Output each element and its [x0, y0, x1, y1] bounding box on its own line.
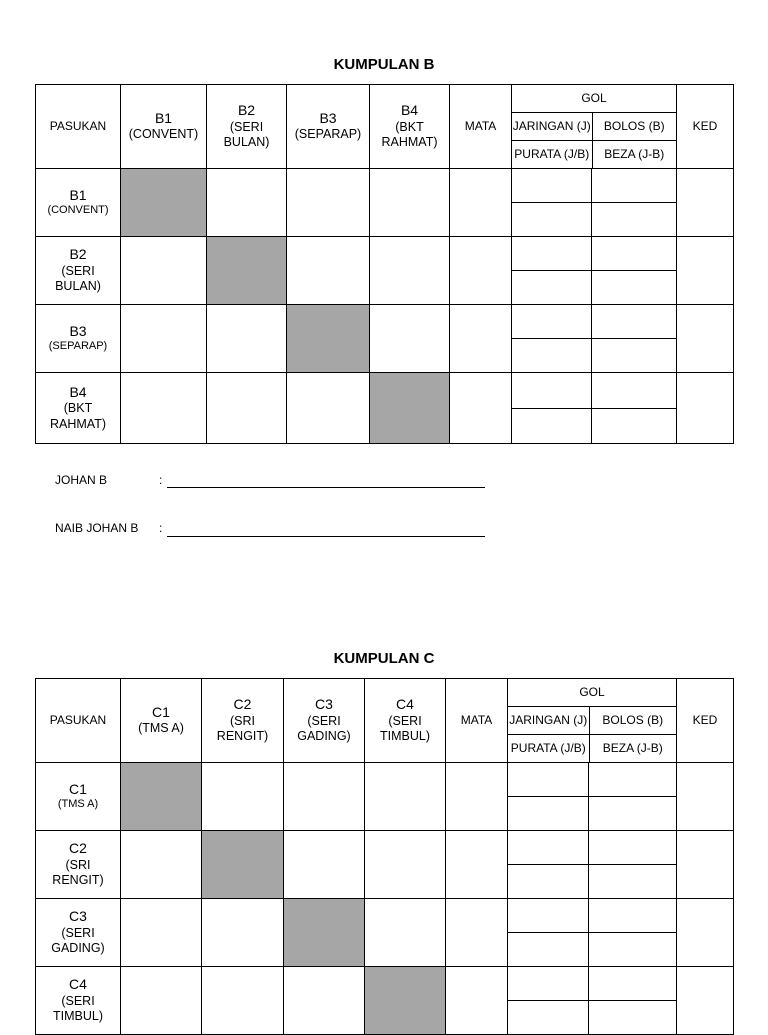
- diagonal-shaded-cell: [121, 763, 202, 831]
- diagonal-shaded-cell: [121, 169, 207, 237]
- table-row: [36, 967, 734, 1001]
- ked-cell[interactable]: [677, 899, 734, 967]
- diagonal-shaded-cell: [284, 899, 365, 967]
- bolos-cell[interactable]: [589, 967, 677, 1001]
- score-cell[interactable]: [284, 763, 365, 831]
- jaringan-cell[interactable]: [508, 899, 589, 933]
- bolos-cell[interactable]: [592, 373, 677, 409]
- purata-cell[interactable]: [508, 933, 589, 967]
- johan-colon: :: [159, 473, 163, 487]
- table-row: [36, 237, 734, 271]
- purata-cell[interactable]: [508, 1001, 589, 1035]
- johan-line[interactable]: [167, 487, 485, 488]
- score-cell[interactable]: [202, 967, 284, 1035]
- header-pasukan: PASUKAN: [36, 679, 121, 763]
- score-cell[interactable]: [121, 831, 202, 899]
- score-cell[interactable]: [207, 169, 287, 237]
- beza-cell[interactable]: [592, 409, 677, 444]
- header-pasukan: PASUKAN: [36, 85, 121, 169]
- header-team-b1: B1 (CONVENT): [121, 85, 207, 169]
- score-cell[interactable]: [370, 237, 450, 305]
- gol-subheader: [508, 707, 677, 763]
- header-team-c4: C4 (SERI TIMBUL): [365, 679, 446, 763]
- score-cell[interactable]: [207, 305, 287, 373]
- beza-cell[interactable]: [592, 203, 677, 237]
- score-cell[interactable]: [202, 899, 284, 967]
- bolos-cell[interactable]: [592, 305, 677, 339]
- ked-cell[interactable]: [677, 763, 734, 831]
- score-cell[interactable]: [287, 237, 370, 305]
- bolos-cell[interactable]: [592, 237, 677, 271]
- score-cell[interactable]: [287, 373, 370, 444]
- jaringan-cell[interactable]: [512, 237, 592, 271]
- ked-cell[interactable]: [677, 237, 734, 305]
- mata-cell[interactable]: [450, 237, 512, 305]
- diagonal-shaded-cell: [287, 305, 370, 373]
- ked-cell[interactable]: [677, 169, 734, 237]
- score-cell[interactable]: [202, 763, 284, 831]
- group-c-title: KUMPULAN C: [333, 650, 435, 667]
- header-purata: PURATA (J/B): [512, 141, 592, 169]
- header-mata: MATA: [446, 679, 508, 763]
- header-bolos: BOLOS (B): [592, 113, 676, 141]
- header-beza: BEZA (J-B): [604, 147, 665, 161]
- row-label-c3: C3 (SERI GADING): [36, 899, 121, 967]
- score-cell[interactable]: [370, 169, 450, 237]
- score-cell[interactable]: [365, 763, 446, 831]
- header-beza: BEZA (J-B): [602, 741, 663, 755]
- score-cell[interactable]: [365, 899, 446, 967]
- score-cell[interactable]: [284, 967, 365, 1035]
- jaringan-cell[interactable]: [512, 305, 592, 339]
- jaringan-cell[interactable]: [512, 373, 592, 409]
- group-c-table: [35, 678, 734, 1035]
- header-jaringan: JARINGAN (J): [508, 707, 589, 735]
- score-cell[interactable]: [121, 967, 202, 1035]
- row-label-b1: B1 (CONVENT): [36, 169, 121, 237]
- johan-label: JOHAN B: [55, 473, 108, 487]
- ked-cell[interactable]: [677, 373, 734, 444]
- group-b-table: [35, 84, 734, 444]
- ked-cell[interactable]: [677, 967, 734, 1035]
- group-b-title: KUMPULAN B: [333, 56, 435, 73]
- mata-cell[interactable]: [450, 373, 512, 444]
- header-team-b3: B3 (SEPARAP): [287, 85, 370, 169]
- beza-cell[interactable]: [589, 797, 677, 831]
- mata-cell[interactable]: [450, 169, 512, 237]
- header-ked: KED: [677, 85, 734, 169]
- bolos-cell[interactable]: [589, 831, 677, 865]
- score-cell[interactable]: [284, 831, 365, 899]
- bolos-cell[interactable]: [592, 169, 677, 203]
- purata-cell[interactable]: [512, 271, 592, 305]
- gol-subheader: [512, 113, 677, 169]
- header-jaringan: JARINGAN (J): [512, 113, 592, 141]
- diagonal-shaded-cell: [370, 373, 450, 444]
- header-bolos: BOLOS (B): [589, 707, 676, 735]
- ked-cell[interactable]: [677, 831, 734, 899]
- beza-cell[interactable]: [589, 865, 677, 899]
- score-cell[interactable]: [207, 373, 287, 444]
- header-team-c1: C1 (TMS A): [121, 679, 202, 763]
- row-label-b2: B2 (SERI BULAN): [36, 237, 121, 305]
- row-label-c1: C1 (TMS A): [36, 763, 121, 831]
- naib-johan-label: NAIB JOHAN B: [55, 521, 139, 535]
- mata-cell[interactable]: [446, 831, 508, 899]
- beza-cell[interactable]: [592, 271, 677, 305]
- score-cell[interactable]: [370, 305, 450, 373]
- diagonal-shaded-cell: [202, 831, 284, 899]
- diagonal-shaded-cell: [365, 967, 446, 1035]
- mata-cell[interactable]: [446, 763, 508, 831]
- row-label-c4: C4 (SERI TIMBUL): [36, 967, 121, 1035]
- table-row: [36, 305, 734, 339]
- ked-cell[interactable]: [677, 305, 734, 373]
- beza-cell[interactable]: [589, 1001, 677, 1035]
- score-cell[interactable]: [365, 831, 446, 899]
- jaringan-cell[interactable]: [508, 967, 589, 1001]
- score-cell[interactable]: [121, 237, 207, 305]
- header-team-b4: B4 (BKT RAHMAT): [370, 85, 450, 169]
- jaringan-cell[interactable]: [508, 763, 589, 797]
- score-cell[interactable]: [287, 169, 370, 237]
- naib-johan-line[interactable]: [167, 536, 485, 537]
- beza-cell[interactable]: [589, 933, 677, 967]
- header-ked: KED: [677, 679, 734, 763]
- table-row: [36, 831, 734, 865]
- table-row: [36, 763, 734, 797]
- purata-cell[interactable]: [512, 409, 592, 444]
- header-gol: GOL: [508, 679, 677, 707]
- header-team-b2: B2 (SERI BULAN): [207, 85, 287, 169]
- row-label-b3: B3 (SEPARAP): [36, 305, 121, 373]
- diagonal-shaded-cell: [207, 237, 287, 305]
- purata-cell[interactable]: [512, 339, 592, 373]
- purata-cell[interactable]: [512, 203, 592, 237]
- table-row: [36, 169, 734, 203]
- table-row: [36, 899, 734, 933]
- beza-cell[interactable]: [592, 339, 677, 373]
- table-row: [36, 373, 734, 409]
- row-label-c2: C2 (SRI RENGIT): [36, 831, 121, 899]
- jaringan-cell[interactable]: [508, 831, 589, 865]
- header-team-c2: C2 (SRI RENGIT): [202, 679, 284, 763]
- score-cell[interactable]: [121, 373, 207, 444]
- purata-cell[interactable]: [508, 865, 589, 899]
- naib-johan-colon: :: [159, 521, 163, 535]
- purata-cell[interactable]: [508, 797, 589, 831]
- mata-cell[interactable]: [450, 305, 512, 373]
- header-mata: MATA: [450, 85, 512, 169]
- header-purata: PURATA (J/B): [508, 735, 589, 763]
- row-label-b4: B4 (BKT RAHMAT): [36, 373, 121, 444]
- jaringan-cell[interactable]: [512, 169, 592, 203]
- score-cell[interactable]: [121, 899, 202, 967]
- score-cell[interactable]: [121, 305, 207, 373]
- header-team-c3: C3 (SERI GADING): [284, 679, 365, 763]
- bolos-cell[interactable]: [589, 763, 677, 797]
- mata-cell[interactable]: [446, 967, 508, 1035]
- mata-cell[interactable]: [446, 899, 508, 967]
- bolos-cell[interactable]: [589, 899, 677, 933]
- header-gol: GOL: [512, 85, 677, 113]
